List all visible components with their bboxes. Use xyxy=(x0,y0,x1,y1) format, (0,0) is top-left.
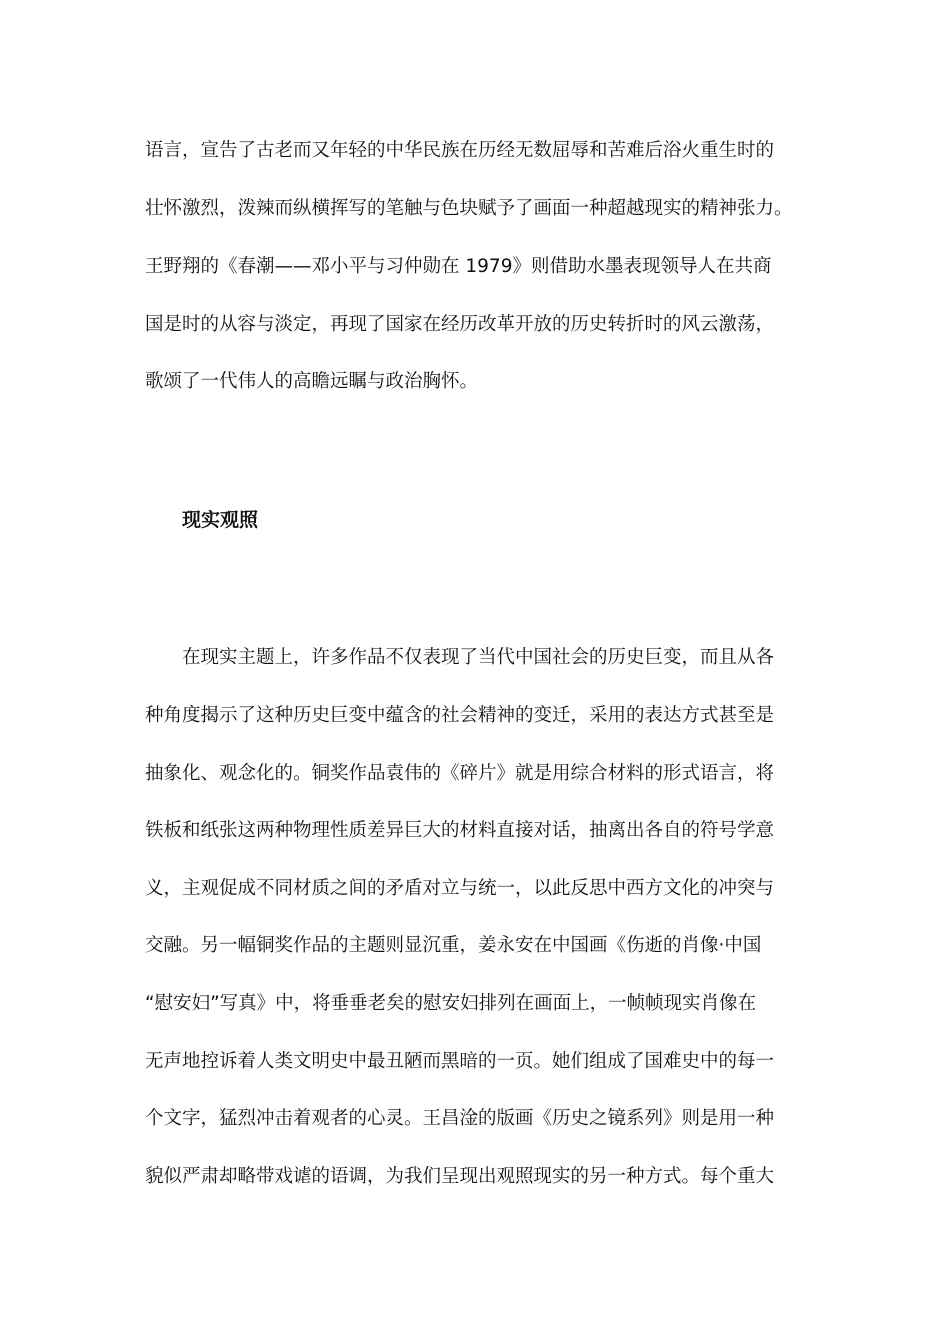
paragraph-2-line-9: 个文字，猛烈冲击着观者的心灵。王昌淦的版画《历史之镜系列》则是用一种 xyxy=(145,1108,775,1129)
paragraph-2-line-3: 抽象化、观念化的。铜奖作品袁伟的《碎片》就是用综合材料的形式语言，将 xyxy=(145,763,775,784)
paragraph-2-line-4: 铁板和纸张这两种物理性质差异巨大的材料直接对话，抽离出各自的符号学意 xyxy=(145,820,775,841)
paragraph-2-line-8: 无声地控诉着人类文明史中最丑陋而黑暗的一页。她们组成了国难史中的每一 xyxy=(145,1051,775,1072)
paragraph-2-line-5: 义，主观促成不同材质之间的矛盾对立与统一，以此反思中西方文化的冲突与 xyxy=(145,878,775,899)
paragraph-2-line-7: “慰安妇”写真》中，将垂垂老矣的慰安妇排列在画面上，一帧帧现实肖像在 xyxy=(145,993,757,1014)
paragraph-2-line-2: 种角度揭示了这种历史巨变中蕴含的社会精神的变迁，采用的表达方式甚至是 xyxy=(145,705,775,726)
paragraph-1-line-4: 国是时的从容与淡定，再现了国家在经历改革开放的历史转折时的风云激荡， xyxy=(145,314,775,335)
section-heading: 现实观照 xyxy=(182,509,259,531)
paragraph-1-line-1: 语言，宣告了古老而又年轻的中华民族在历经无数屈辱和苦难后浴火重生时的 xyxy=(145,140,775,161)
paragraph-1-line-2: 壮怀激烈，泼辣而纵横挥写的笔触与色块赋予了画面一种超越现实的精神张力。 xyxy=(145,198,793,219)
paragraph-2-line-1: 在现实主题上，许多作品不仅表现了当代中国社会的历史巨变，而且从各 xyxy=(182,647,775,668)
paragraph-1-line-3: 王野翔的《春潮——邓小平与习仲勋在 1979》则借助水墨表现领导人在共商 xyxy=(145,256,772,277)
paragraph-2-line-6: 交融。另一幅铜奖作品的主题则显沉重，姜永安在中国画《伤逝的肖像·中国 xyxy=(145,935,762,956)
paragraph-1-line-5: 歌颂了一代伟人的高瞻远瞩与政治胸怀。 xyxy=(145,371,479,392)
paragraph-2-line-10: 貌似严肃却略带戏谑的语调，为我们呈现出观照现实的另一种方式。每个重大 xyxy=(145,1166,775,1187)
